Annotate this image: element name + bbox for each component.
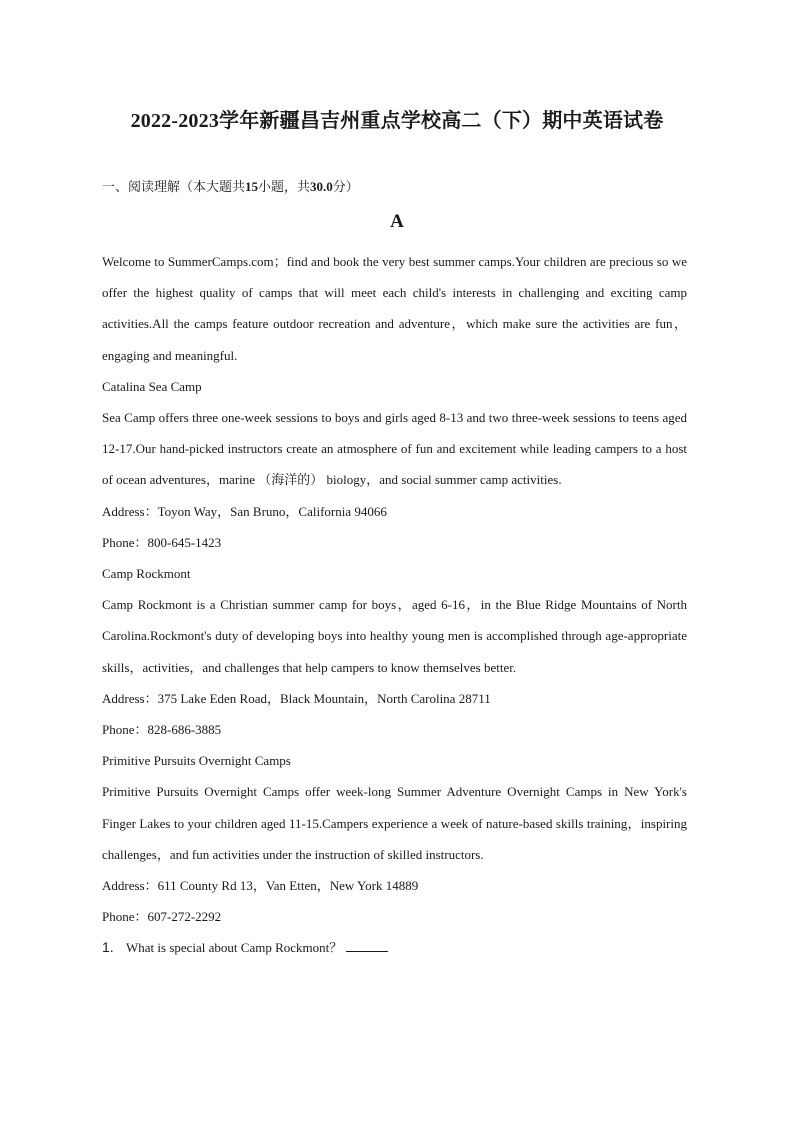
section-prefix: 一、阅读理解（本大题共 [102,179,246,194]
question-number: 1. [102,939,114,956]
section-suffix: 分） [332,179,359,194]
camp-phone: Phone：607-272-2292 [102,909,222,925]
passage-body [102,246,687,964]
camp-name: Catalina Sea Camp [102,378,202,394]
page-title: 2022-2023学年新疆昌吉州重点学校高二（下）期中英语试卷 [130,110,664,132]
camp-phone: Phone：828-686-3885 [102,722,222,738]
question-1 [102,932,687,963]
camp-address: Address：375 Lake Eden Road，Black Mountain，North Carolina 28711 [102,690,491,706]
question-text: What is special about Camp Rockmont？ [126,940,343,956]
camp-description: Camp Rockmont is a Christian summer camp for boys，aged 6-16，in the Blue Ridge Mountains of North Carolina.Rockmont's duty of developing boys into healthy young men is accomplished through age-appropriate skills，activities，and challenges that help campers to know themselves better. [102,597,687,675]
camp-name: Primitive Pursuits Overnight Camps [102,753,291,769]
camp-description: Primitive Pursuits Overnight Camps offer week-long Summer Adventure Overnight Camps in New York's Finger Lakes to your children aged 11-15.Campers experience a week of nature-based skills training，inspiring challenges，and fun activities under the instruction of skilled instructors. [102,784,687,862]
camp-address: Address：Toyon Way，San Bruno，California 94066 [102,503,387,519]
answer-blank[interactable] [346,941,388,952]
passage-intro: Welcome to SummerCamps.com；find and book the very best summer camps.Your children are precious so we offer the highest quality of camps that will meet each child's interests in challenging and exciting camp activities.All the camps feature outdoor recreation and adventure，which make sure the activities are fun，engaging and meaningful. [102,254,687,363]
camp-phone: Phone：800-645-1423 [102,534,222,550]
section-points: 30.0 [310,179,333,194]
passage-letter: A [390,211,404,232]
camp-name: Camp Rockmont [102,566,191,582]
camp-description: Sea Camp offers three one-week sessions to boys and girls aged 8-13 and two three-week sessions to teens aged 12-17.Our hand-picked instructors create an atmosphere of fun and excitement while leading campers to a host of ocean adventures，marine （海洋的） biology，and social summer camp activities. [102,410,687,488]
camp-address: Address：611 County Rd 13，Van Etten，New York 14889 [102,878,419,894]
section-mid: 小题，共 [258,179,311,194]
section-count: 15 [245,179,259,194]
section-heading [102,176,359,195]
